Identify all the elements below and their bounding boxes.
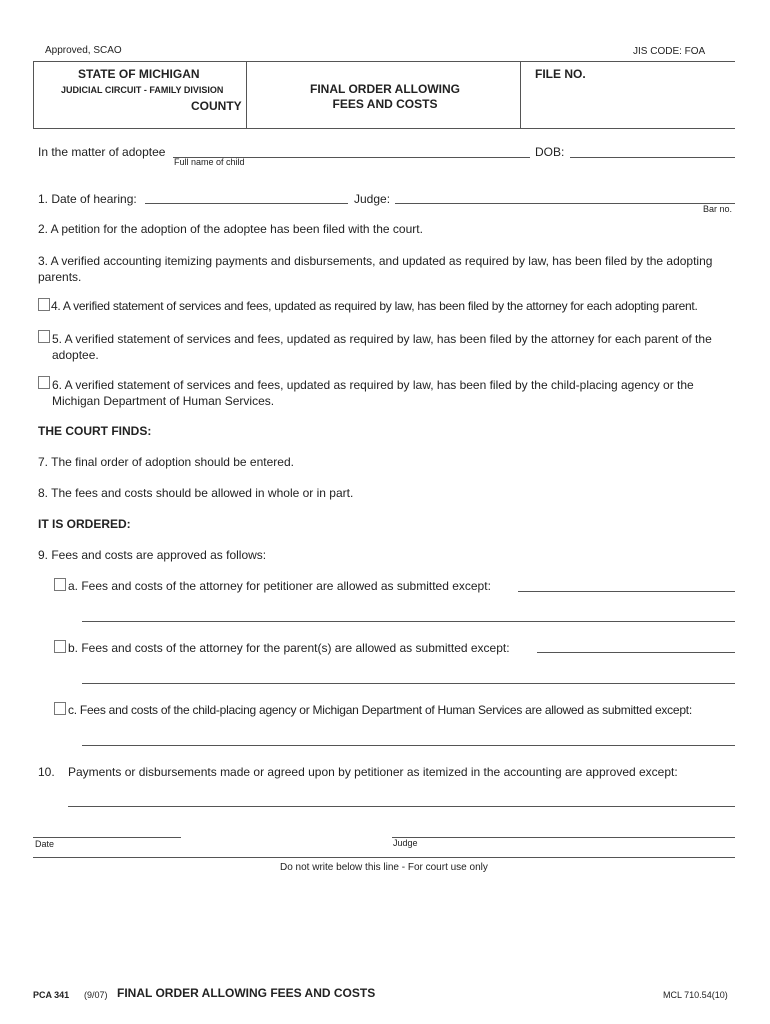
item-10-field[interactable] (68, 806, 735, 807)
court-use-text: Do not write below this line - For court use only (280, 862, 488, 873)
form-title-line2: FEES AND COSTS (332, 97, 438, 111)
judge-label: Judge: (354, 192, 391, 206)
item-10: Payments or disbursements made or agreed upon by petitioner as itemized in the accounting are approved except: (68, 765, 678, 779)
item-4-checkbox[interactable] (38, 298, 50, 311)
date-label: Date (35, 839, 55, 849)
bar-no-label: Bar no. (703, 204, 733, 214)
item-9a-field[interactable] (518, 591, 735, 592)
dob-label: DOB: (535, 145, 565, 159)
item-9b: b. Fees and costs of the attorney for the parent(s) are allowed as submitted except: (68, 641, 510, 655)
ordered-heading: IT IS ORDERED: (38, 517, 131, 531)
form-title-line1: FINAL ORDER ALLOWING (310, 82, 460, 96)
item-5: 5. A verified statement of services and fees, updated as required by law, has been filed by the attorney for each parent of the adoptee. (52, 332, 712, 362)
form-number: PCA 341 (33, 990, 70, 1000)
item-6-checkbox[interactable] (38, 376, 50, 389)
item-9c-checkbox[interactable] (54, 702, 66, 715)
item-2: 2. A petition for the adoption of the adoptee has been filed with the court. (38, 222, 423, 236)
item-9a-field-line2[interactable] (82, 621, 735, 622)
item-8: 8. The fees and costs should be allowed in whole or in part. (38, 486, 354, 500)
county-label: COUNTY (191, 99, 242, 113)
item-7: 7. The final order of adoption should be entered. (38, 455, 294, 469)
adoptee-label: In the matter of adoptee (38, 145, 166, 159)
adoptee-sub-label: Full name of child (174, 157, 245, 167)
item-9c: c. Fees and costs of the child-placing agency or Michigan Department of Human Services are allowed as submitted except: (68, 703, 692, 717)
item-9: 9. Fees and costs are approved as follows: (38, 548, 267, 562)
item-9a: a. Fees and costs of the attorney for petitioner are allowed as submitted except: (68, 579, 491, 593)
circuit-label: JUDICIAL CIRCUIT - FAMILY DIVISION (61, 85, 224, 95)
approved-text: Approved, SCAO (45, 45, 122, 56)
item-9b-checkbox[interactable] (54, 640, 66, 653)
item-3: 3. A verified accounting itemizing payments and disbursements, and updated as required by law, has been filed by the adopting parents. (38, 254, 713, 284)
judge-signature-label: Judge (393, 838, 418, 848)
form-date: (9/07) (84, 990, 108, 1000)
item-6: 6. A verified statement of services and fees, updated as required by law, has been filed by the child-placing agency or the Michigan Department of Human Services. (52, 378, 694, 408)
dob-field[interactable] (570, 157, 735, 158)
item-9b-field[interactable] (537, 652, 735, 653)
file-no-field[interactable] (530, 82, 730, 122)
hearing-date-label: 1. Date of hearing: (38, 192, 137, 206)
footer-title: FINAL ORDER ALLOWING FEES AND COSTS (117, 986, 376, 1000)
item-9a-checkbox[interactable] (54, 578, 66, 591)
item-9c-field[interactable] (82, 745, 735, 746)
court-finds-heading: THE COURT FINDS: (38, 424, 152, 438)
item-10-number: 10. (38, 765, 55, 779)
jis-code: JIS CODE: FOA (633, 46, 706, 57)
item-4: 4. A verified statement of services and fees, updated as required by law, has been filed by the attorney for each adopting parent. (51, 299, 698, 313)
judge-field[interactable] (395, 203, 735, 204)
file-no-label: FILE NO. (535, 67, 586, 81)
item-5-checkbox[interactable] (38, 330, 50, 343)
judge-signature-line[interactable] (392, 837, 735, 838)
mcl-reference: MCL 710.54(10) (663, 990, 728, 1000)
date-signature-line[interactable] (33, 837, 181, 838)
court-use-divider (33, 857, 735, 858)
hearing-date-field[interactable] (145, 203, 348, 204)
state-title: STATE OF MICHIGAN (78, 67, 200, 81)
item-9b-field-line2[interactable] (82, 683, 735, 684)
